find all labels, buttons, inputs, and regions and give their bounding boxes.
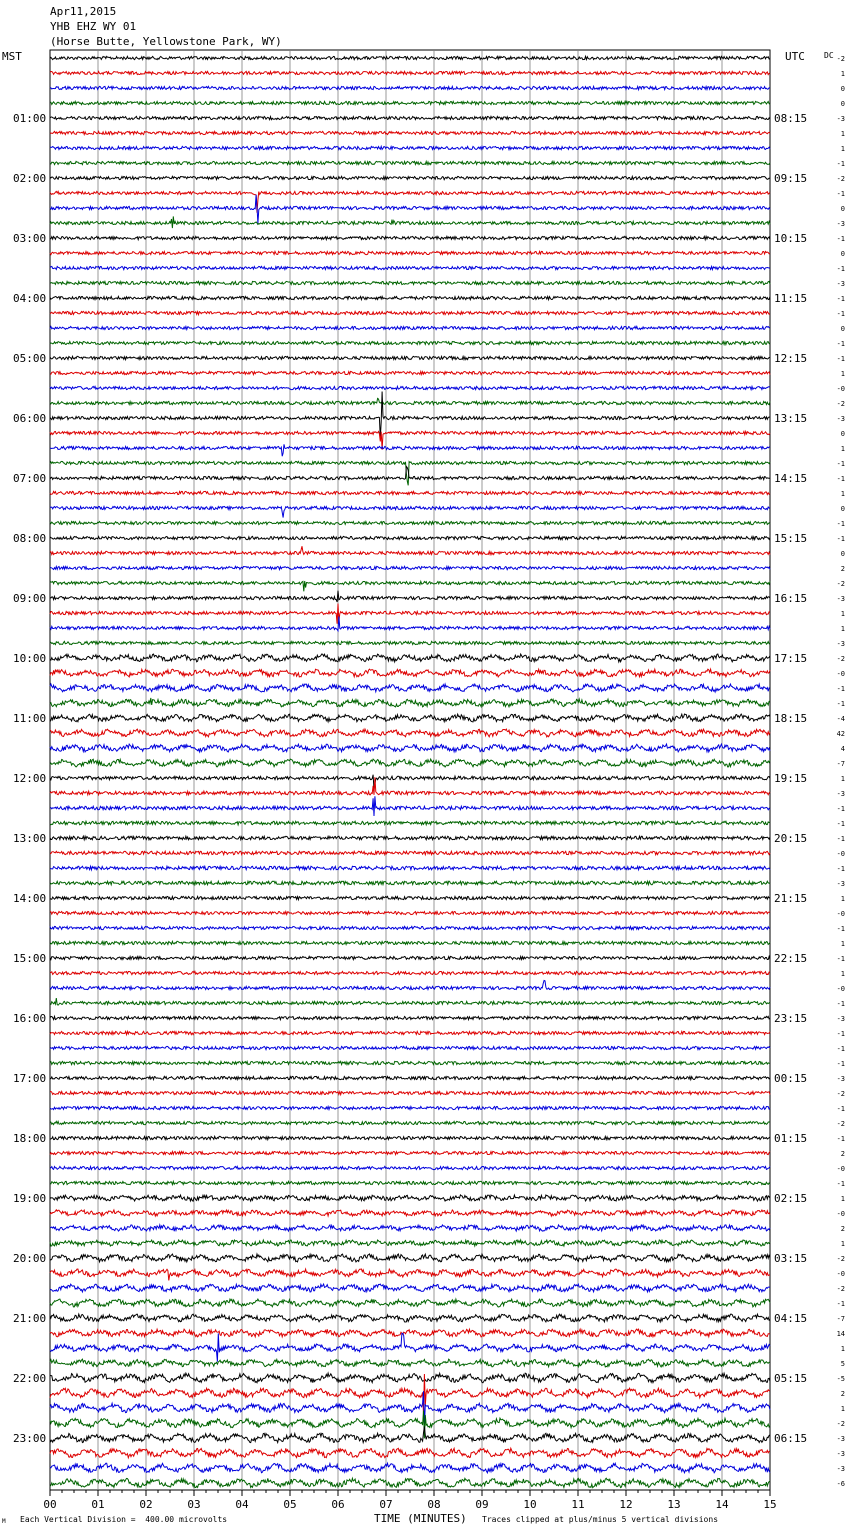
trace-line	[50, 591, 770, 602]
x-tick-label: 15	[763, 1498, 777, 1511]
trace-line	[50, 698, 770, 707]
trace-line	[50, 836, 770, 840]
trace-line	[50, 796, 770, 816]
dc-offset-label: -0	[836, 670, 845, 678]
x-tick-label: 04	[235, 1498, 249, 1511]
trace-line	[50, 1166, 770, 1169]
right-hour-label: 06:15	[774, 1432, 808, 1445]
trace-line	[50, 1210, 770, 1216]
dc-offset-label: 2	[840, 1150, 845, 1158]
seismic-traces	[50, 56, 770, 1487]
right-hour-label: 19:15	[774, 772, 808, 785]
trace-line	[50, 881, 770, 885]
trace-line	[50, 744, 770, 752]
trace-line	[50, 266, 770, 269]
trace-line	[50, 1076, 770, 1079]
trace-line	[50, 729, 770, 737]
right-hour-label: 21:15	[774, 892, 808, 905]
trace-line	[50, 714, 770, 722]
right-hour-label: 14:15	[774, 472, 808, 485]
dc-offset-label: 0	[840, 250, 845, 258]
left-hour-label: 10:00	[13, 652, 47, 665]
dc-offset-label: -3	[836, 595, 845, 603]
dc-offset-label: 1	[840, 610, 845, 618]
dc-offset-label: -1	[836, 460, 845, 468]
dc-offset-label: -1	[836, 1045, 845, 1053]
scale-note: Each Vertical Division = 400.00 microvolts	[20, 1515, 228, 1524]
dc-offset-label: 0	[840, 85, 845, 93]
x-tick-label: 10	[523, 1498, 537, 1511]
right-hour-label: 15:15	[774, 532, 808, 545]
trace-line	[50, 821, 770, 825]
trace-line	[50, 461, 770, 485]
station-location: (Horse Butte, Yellowstone Park, WY)	[50, 35, 282, 48]
x-tick-label: 06	[331, 1498, 345, 1511]
trace-line	[50, 1333, 770, 1362]
trace-line	[50, 980, 770, 989]
trace-line	[50, 616, 770, 630]
trace-line	[50, 1195, 770, 1201]
trace-line	[50, 311, 770, 314]
clip-note: Traces clipped at plus/minus 5 vertical divisions	[482, 1515, 719, 1524]
left-hour-label: 23:00	[13, 1432, 47, 1445]
trace-line	[50, 604, 770, 624]
trace-line	[50, 1225, 770, 1231]
right-hour-label: 04:15	[774, 1312, 808, 1325]
left-hour-label: 06:00	[13, 412, 47, 425]
dc-offset-label: -1	[836, 835, 845, 843]
left-hour-label: 02:00	[13, 172, 47, 185]
dc-offset-label: -2	[836, 175, 845, 183]
x-axis-label: TIME (MINUTES)	[374, 1512, 467, 1525]
right-axis-title: UTC	[785, 50, 805, 63]
right-hour-label: 03:15	[774, 1252, 808, 1265]
x-tick-label: 14	[715, 1498, 729, 1511]
dc-offset-label: 0	[840, 505, 845, 513]
trace-line	[50, 386, 770, 389]
station-code: YHB EHZ WY 01	[50, 20, 137, 33]
trace-line	[50, 1151, 770, 1154]
trace-line	[50, 101, 770, 104]
trace-line	[50, 1314, 770, 1322]
dc-offset-label: -1	[836, 310, 845, 318]
left-hour-label: 07:00	[13, 472, 47, 485]
dc-offset-label: 1	[840, 490, 845, 498]
trace-line	[50, 1046, 770, 1049]
dc-offset-label: -2	[836, 1420, 845, 1428]
left-hour-label: 01:00	[13, 112, 47, 125]
right-hour-label: 05:15	[774, 1372, 808, 1385]
dc-offset-label: -3	[836, 1435, 845, 1443]
dc-offset-label: 2	[840, 1225, 845, 1233]
trace-line	[50, 851, 770, 855]
right-hour-label: 10:15	[774, 232, 808, 245]
trace-line	[50, 998, 770, 1005]
trace-line	[50, 1136, 770, 1139]
trace-line	[50, 56, 770, 59]
dc-offset-label: -1	[836, 955, 845, 963]
trace-line	[50, 566, 770, 569]
x-tick-label: 01	[91, 1498, 105, 1511]
dc-offset-label: -4	[836, 715, 845, 723]
left-hour-label: 13:00	[13, 832, 47, 845]
dc-offset-label: -1	[836, 235, 845, 243]
left-hour-label: 05:00	[13, 352, 47, 365]
dc-offset-label: -1	[836, 475, 845, 483]
trace-line	[50, 131, 770, 134]
dc-offset-label: -3	[836, 115, 845, 123]
dc-offset-label: -1	[836, 1030, 845, 1038]
record-date: Apr11,2015	[50, 5, 117, 18]
dc-offset-label: -1	[836, 190, 845, 198]
dc-offset-label: -1	[836, 295, 845, 303]
dc-offset-label: -1	[836, 265, 845, 273]
left-hour-label: 11:00	[13, 712, 47, 725]
dc-offset-label: 1	[840, 1405, 845, 1413]
dc-offset-label: -1	[836, 865, 845, 873]
dc-offset-label: -1	[836, 1105, 845, 1113]
dc-offset-label: -1	[836, 1135, 845, 1143]
trace-line	[50, 296, 770, 299]
dc-offset-label: -0	[836, 385, 845, 393]
trace-line	[50, 546, 770, 554]
trace-line	[50, 146, 770, 149]
x-tick-label: 09	[475, 1498, 489, 1511]
dc-offset-label: 0	[840, 430, 845, 438]
dc-offset-label: -3	[836, 1015, 845, 1023]
x-tick-label: 11	[571, 1498, 585, 1511]
x-tick-label: 05	[283, 1498, 297, 1511]
dc-offset-label: 1	[840, 1240, 845, 1248]
right-hour-label: 18:15	[774, 712, 808, 725]
dc-offset-label: 1	[840, 970, 845, 978]
x-tick-label: 03	[187, 1498, 201, 1511]
dc-offset-label: 1	[840, 130, 845, 138]
dc-offset-label: -3	[836, 220, 845, 228]
trace-line	[50, 71, 770, 74]
trace-line	[50, 1329, 770, 1337]
trace-line	[50, 1373, 770, 1383]
right-hour-label: 00:15	[774, 1072, 808, 1085]
trace-line	[50, 1427, 770, 1443]
trace-line	[50, 1448, 770, 1457]
left-hour-label: 19:00	[13, 1192, 47, 1205]
dc-offset-label: -3	[836, 1465, 845, 1473]
right-hour-label: 02:15	[774, 1192, 808, 1205]
trace-line	[50, 1478, 770, 1488]
left-hour-label: 08:00	[13, 532, 47, 545]
dc-offset-label: 1	[840, 895, 845, 903]
x-tick-label: 00	[43, 1498, 57, 1511]
dc-offset-label: -2	[836, 1255, 845, 1263]
left-hour-label: 17:00	[13, 1072, 47, 1085]
corner-mark: M	[2, 1518, 6, 1525]
dc-offset-label: 1	[840, 145, 845, 153]
dc-offset-label: 2	[840, 1390, 845, 1398]
right-hour-label: 17:15	[774, 652, 808, 665]
dc-offset-label: -0	[836, 850, 845, 858]
trace-line	[50, 1181, 770, 1184]
dc-offset-label: -2	[836, 1285, 845, 1293]
dc-offset-label: 4	[840, 745, 845, 753]
dc-offset-label: -5	[836, 1375, 845, 1383]
left-hour-labels	[13, 112, 46, 1445]
trace-line	[50, 1240, 770, 1246]
dc-offset-label: 1	[840, 70, 845, 78]
dc-label: DC	[824, 51, 834, 60]
dc-offset-label: -1	[836, 520, 845, 528]
left-hour-label: 20:00	[13, 1252, 47, 1265]
trace-line	[50, 1359, 770, 1367]
dc-offset-label: 1	[840, 775, 845, 783]
trace-line	[50, 641, 770, 644]
trace-line	[50, 161, 770, 164]
left-hour-label: 12:00	[13, 772, 47, 785]
trace-line	[50, 1463, 770, 1473]
trace-line	[50, 398, 770, 404]
dc-offset-label: 5	[840, 1360, 845, 1368]
trace-line	[50, 759, 770, 767]
dc-offset-label: -1	[836, 160, 845, 168]
dc-offset-label: -0	[836, 985, 845, 993]
dc-offset-label: 1	[840, 370, 845, 378]
trace-line	[50, 341, 770, 344]
trace-line	[50, 684, 770, 692]
trace-line	[50, 1269, 770, 1280]
dc-offset-label: -0	[836, 910, 845, 918]
dc-offset-label: -1	[836, 1060, 845, 1068]
trace-line	[50, 911, 770, 914]
dc-offset-label: -1	[836, 535, 845, 543]
dc-offset-label: 0	[840, 205, 845, 213]
x-tick-label: 13	[667, 1498, 681, 1511]
right-hour-label: 08:15	[774, 112, 808, 125]
dc-offset-label: 14	[836, 1330, 845, 1338]
dc-offset-label: -1	[836, 1180, 845, 1188]
trace-line	[50, 195, 770, 224]
right-hour-label: 01:15	[774, 1132, 808, 1145]
dc-offset-label: -2	[836, 580, 845, 588]
dc-offset-label: -1	[836, 1000, 845, 1008]
trace-line	[50, 521, 770, 524]
x-axis-ticks	[43, 1490, 776, 1511]
dc-offset-label: -1	[836, 925, 845, 933]
dc-offset-label: -3	[836, 1450, 845, 1458]
left-hour-label: 03:00	[13, 232, 47, 245]
dc-offset-labels	[837, 55, 845, 1488]
trace-line	[50, 216, 770, 228]
right-hour-label: 20:15	[774, 832, 808, 845]
left-hour-label: 21:00	[13, 1312, 47, 1325]
left-hour-label: 18:00	[13, 1132, 47, 1145]
trace-line	[50, 1121, 770, 1124]
left-hour-label: 16:00	[13, 1012, 47, 1025]
dc-offset-label: -3	[836, 790, 845, 798]
trace-line	[50, 1091, 770, 1094]
left-axis-title: MST	[2, 50, 22, 63]
dc-offset-label: 1	[840, 445, 845, 453]
trace-line	[50, 1106, 770, 1109]
trace-line	[50, 1016, 770, 1019]
right-hour-label: 11:15	[774, 292, 808, 305]
x-tick-label: 02	[139, 1498, 153, 1511]
dc-offset-label: 1	[840, 940, 845, 948]
trace-line	[50, 251, 770, 254]
dc-offset-label: -1	[836, 685, 845, 693]
trace-line	[50, 86, 770, 89]
dc-offset-label: -3	[836, 280, 845, 288]
dc-offset-label: -1	[836, 805, 845, 813]
trace-line	[50, 1031, 770, 1034]
dc-offset-label: -1	[836, 820, 845, 828]
trace-line	[50, 1284, 770, 1292]
dc-offset-label: 0	[840, 325, 845, 333]
trace-line	[50, 926, 770, 929]
dc-offset-label: -3	[836, 880, 845, 888]
dc-offset-label: -3	[836, 415, 845, 423]
trace-line	[50, 1299, 770, 1307]
x-tick-label: 07	[379, 1498, 393, 1511]
dc-offset-label: -2	[836, 1090, 845, 1098]
trace-line	[50, 669, 770, 677]
right-hour-label: 16:15	[774, 592, 808, 605]
left-hour-label: 04:00	[13, 292, 47, 305]
trace-line	[50, 506, 770, 517]
dc-offset-label: -1	[836, 700, 845, 708]
dc-offset-label: 1	[840, 625, 845, 633]
dc-offset-label: 1	[840, 1345, 845, 1353]
dc-offset-label: -3	[836, 640, 845, 648]
trace-line	[50, 356, 770, 359]
dc-offset-label: -6	[836, 1480, 845, 1488]
x-tick-label: 08	[427, 1498, 441, 1511]
trace-line	[50, 536, 770, 539]
right-hour-label: 22:15	[774, 952, 808, 965]
right-hour-label: 09:15	[774, 172, 808, 185]
trace-line	[50, 654, 770, 662]
dc-offset-label: -7	[836, 760, 845, 768]
trace-line	[50, 956, 770, 959]
dc-offset-label: -0	[836, 1165, 845, 1173]
dc-offset-label: -2	[836, 1120, 845, 1128]
dc-offset-label: 2	[840, 565, 845, 573]
right-hour-label: 13:15	[774, 412, 808, 425]
trace-line	[50, 236, 770, 239]
dc-offset-label: -0	[836, 1270, 845, 1278]
trace-line	[50, 971, 770, 974]
trace-line	[50, 896, 770, 899]
dc-offset-label: 0	[840, 550, 845, 558]
left-hour-label: 14:00	[13, 892, 47, 905]
trace-line	[50, 281, 770, 284]
trace-line	[50, 467, 770, 480]
left-hour-label: 22:00	[13, 1372, 47, 1385]
trace-line	[50, 116, 770, 119]
dc-offset-label: -3	[836, 1075, 845, 1083]
dc-offset-label: -2	[836, 55, 845, 63]
trace-line	[50, 371, 770, 374]
trace-line	[50, 941, 770, 944]
right-hour-label: 23:15	[774, 1012, 808, 1025]
dc-offset-label: 0	[840, 100, 845, 108]
dc-offset-label: -1	[836, 1300, 845, 1308]
trace-line	[50, 326, 770, 329]
trace-line	[50, 444, 770, 456]
trace-line	[50, 1061, 770, 1064]
dc-offset-label: -7	[836, 1315, 845, 1323]
trace-line	[50, 176, 770, 179]
dc-offset-label: 1	[840, 1195, 845, 1203]
trace-line	[50, 581, 770, 591]
left-hour-label: 15:00	[13, 952, 47, 965]
right-hour-labels	[774, 112, 807, 1445]
dc-offset-label: 42	[836, 730, 845, 738]
dc-offset-label: -0	[836, 1210, 845, 1218]
dc-offset-label: -1	[836, 355, 845, 363]
dc-offset-label: -2	[836, 655, 845, 663]
trace-line	[50, 491, 770, 494]
x-tick-label: 12	[619, 1498, 633, 1511]
left-hour-label: 09:00	[13, 592, 47, 605]
dc-offset-label: -1	[836, 340, 845, 348]
trace-line	[50, 1254, 770, 1262]
trace-line	[50, 775, 770, 790]
dc-offset-label: -2	[836, 400, 845, 408]
trace-line	[50, 866, 770, 870]
right-hour-label: 12:15	[774, 352, 808, 365]
